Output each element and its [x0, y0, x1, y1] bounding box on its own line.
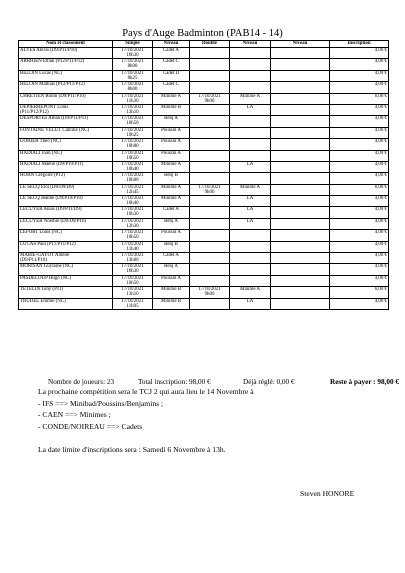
note-line: - IFS ==> Minibad/Poussins/Benjamins ;	[38, 398, 164, 408]
note-line: La date limite d'inscriptions sera : Samedi 6 Novembre à 13h.	[38, 444, 226, 454]
mixed-level	[271, 253, 330, 264]
double-slot	[190, 230, 230, 241]
simple-slot-line: 17/10/2021	[121, 150, 144, 156]
table-row	[19, 230, 389, 241]
simple-level: Poussin A	[153, 127, 190, 138]
simple-slot-line: 17/10/2021	[121, 275, 144, 281]
simple-slot-line: 13h00	[126, 258, 139, 264]
table-row	[19, 59, 389, 70]
player-name	[19, 59, 113, 70]
simple-level: Poussin A	[153, 139, 190, 150]
inscription-fee: 4,00 €	[330, 150, 389, 161]
simple-slot	[113, 298, 153, 309]
simple-slot-line: 10h30	[126, 53, 139, 58]
double-slot	[190, 275, 230, 286]
mixed-level	[271, 161, 330, 172]
simple-slot-line: 8h00	[127, 87, 138, 93]
double-slot	[190, 264, 230, 275]
table-row	[19, 82, 389, 93]
mixed-level	[271, 70, 330, 81]
player-name-line: LECUYER Anaïs (D9/P11/D9)	[20, 207, 82, 213]
simple-slot	[113, 82, 153, 93]
simple-slot	[113, 218, 153, 229]
simple-slot-line: 17/10/2021	[121, 70, 144, 76]
simple-slot	[113, 275, 153, 286]
double-slot	[190, 48, 230, 59]
table-row	[19, 264, 389, 275]
player-name	[19, 184, 113, 195]
player-name	[19, 207, 113, 218]
player-name-line: BELOIN Lucas (NC)	[20, 70, 63, 76]
simple-slot	[113, 139, 153, 150]
simple-slot-line: 10h50	[126, 280, 139, 286]
simple-slot	[113, 48, 153, 59]
simple-slot	[113, 287, 153, 298]
player-name	[19, 173, 113, 184]
double-slot-line: 17/10/2021	[198, 93, 221, 99]
player-name-line: MARIE-GAYOT Amélie	[20, 253, 70, 259]
inscription-fee: 4,00 €	[330, 127, 389, 138]
table-row	[19, 196, 389, 207]
simple-slot	[113, 241, 153, 252]
simple-slot-line: 17/10/2021	[121, 104, 144, 110]
note-line: - CAEN ==> Minimes ;	[38, 410, 111, 419]
player-name	[19, 161, 113, 172]
double-level	[230, 82, 271, 93]
double-slot	[190, 161, 230, 172]
simple-slot-line: 8h25	[127, 75, 138, 81]
player-name-line: LEFORT Louis (NC)	[20, 230, 62, 236]
player-name-line: MORISAN Guylaine (NC)	[20, 264, 73, 270]
player-name-line: CHRETIEN Robin (D9/P11/P10)	[20, 93, 86, 99]
note-line: La prochaine compétition sera le TCJ 2 qui aura lieu le 14 Novembre à	[38, 387, 254, 396]
player-name	[19, 298, 113, 309]
mixed-level	[271, 150, 330, 161]
mixed-level	[271, 207, 330, 218]
mixed-level	[271, 264, 330, 275]
simple-slot-line: 17/10/2021	[121, 82, 144, 88]
table-row	[19, 173, 389, 184]
simple-level: Cadet C	[153, 82, 190, 93]
double-level: Minime A	[230, 287, 271, 298]
simple-slot-line: 10h50	[126, 235, 139, 241]
inscription-fee: 6,00 €	[330, 287, 389, 298]
double-level	[230, 241, 271, 252]
inscription-fee: 4,00 €	[330, 116, 389, 127]
note-line	[38, 432, 388, 444]
mixed-level	[271, 48, 330, 59]
simple-slot-line: 17/10/2021	[121, 127, 144, 133]
player-name-line: LE SECQ Eloi (D8/D9/D9)	[20, 184, 75, 190]
simple-slot-line: 10h00	[126, 178, 139, 184]
player-name-line: (D9/P11/P10)	[20, 258, 47, 264]
player-name	[19, 127, 113, 138]
simple-slot-line: 10h50	[126, 121, 139, 127]
simple-slot-line: 11h40	[126, 246, 139, 252]
table-row	[19, 139, 389, 150]
table-row	[19, 93, 389, 104]
simple-slot-line: 17/10/2021	[121, 298, 144, 304]
mixed-level	[271, 173, 330, 184]
player-name	[19, 116, 113, 127]
double-level	[230, 59, 271, 70]
simple-level: Benj A	[153, 218, 190, 229]
double-level: LA	[230, 196, 271, 207]
simple-slot	[113, 70, 153, 81]
player-name	[19, 150, 113, 161]
inscription-fee: 4,00 €	[330, 230, 389, 241]
simple-level: Poussin A	[153, 150, 190, 161]
double-level	[230, 70, 271, 81]
player-name-line: BELOIN Mathias (P12/P11/P12)	[20, 82, 85, 88]
simple-level: Cadet C	[153, 59, 190, 70]
simple-slot-line: 10h40	[126, 201, 139, 207]
double-level: LA	[230, 104, 271, 115]
simple-slot-line: 17/10/2021	[121, 241, 144, 247]
simple-slot-line: 10h25	[126, 132, 139, 138]
simple-slot	[113, 59, 153, 70]
table-row	[19, 116, 389, 127]
double-level	[230, 253, 271, 264]
mixed-level	[271, 287, 330, 298]
simple-slot-line: 17/10/2021	[121, 93, 144, 99]
player-name-line: PASDELOUP Hugo (NC)	[20, 275, 71, 281]
simple-slot-line: 17/10/2021	[121, 287, 144, 293]
simple-slot-line: 8h00	[127, 64, 138, 70]
simple-slot	[113, 93, 153, 104]
mixed-level	[271, 218, 330, 229]
simple-slot	[113, 173, 153, 184]
double-level: LA	[230, 207, 271, 218]
player-name	[19, 104, 113, 115]
simple-slot-line: 17/10/2021	[121, 173, 144, 179]
player-name-line: (P11/P12/P12)	[20, 109, 49, 115]
double-level	[230, 264, 271, 275]
mixed-level	[271, 196, 330, 207]
simple-slot-line: 10h40	[126, 166, 139, 172]
table-row	[19, 241, 389, 252]
double-slot	[190, 59, 230, 70]
player-name-line: GOHIER Théo (NC)	[20, 139, 61, 145]
simple-level: Benj B	[153, 173, 190, 184]
simple-level: Cadet D	[153, 70, 190, 81]
double-slot	[190, 93, 230, 104]
table-body	[19, 48, 389, 310]
simple-level: Benj A	[153, 264, 190, 275]
simple-slot	[113, 196, 153, 207]
double-slot	[190, 82, 230, 93]
inscription-fee: 4,00 €	[330, 70, 389, 81]
simple-slot	[113, 184, 153, 195]
simple-level: Benj A	[153, 116, 190, 127]
mixed-level	[271, 298, 330, 309]
double-slot	[190, 150, 230, 161]
inscription-fee: 4,00 €	[330, 161, 389, 172]
player-name	[19, 218, 113, 229]
player-name	[19, 241, 113, 252]
table-row	[19, 150, 389, 161]
simple-slot-line: 10h00	[126, 144, 139, 150]
simple-slot-line: 17/10/2021	[121, 48, 144, 53]
simple-slot	[113, 116, 153, 127]
double-slot	[190, 104, 230, 115]
simple-slot	[113, 230, 153, 241]
player-name	[19, 82, 113, 93]
simple-slot	[113, 207, 153, 218]
simple-slot-line: 11h30	[126, 98, 139, 104]
simple-slot	[113, 161, 153, 172]
player-name-line: TRUDEL Emmie (NC)	[20, 298, 66, 304]
double-level	[230, 275, 271, 286]
table-row	[19, 207, 389, 218]
col-header-niveau-mixte: Niveau	[271, 41, 330, 48]
double-slot	[190, 127, 230, 138]
double-slot	[190, 116, 230, 127]
double-level	[230, 127, 271, 138]
player-name	[19, 230, 113, 241]
double-slot	[190, 298, 230, 309]
player-name-line: DESPORTES Alban (D9/P11/P11)	[20, 116, 89, 122]
simple-slot	[113, 264, 153, 275]
total-inscription: Total inscription: 98,00 €	[138, 378, 211, 386]
double-level: LA	[230, 298, 271, 309]
player-name	[19, 139, 113, 150]
double-slot-line: 9h00	[204, 189, 215, 195]
player-name-line: HADIALI Joan (NC)	[20, 150, 62, 156]
simple-slot-line: 17/10/2021	[121, 207, 144, 213]
mixed-level	[271, 104, 330, 115]
double-level: LA	[230, 218, 271, 229]
col-header-name: Nom et classement	[19, 41, 113, 48]
simple-slot-line: 17/10/2021	[121, 184, 144, 190]
table-row	[19, 218, 389, 229]
double-level: Minime A	[230, 184, 271, 195]
mixed-level	[271, 116, 330, 127]
mixed-level	[271, 127, 330, 138]
player-name-line: DEPIERREPONT Louis	[20, 104, 69, 110]
remaining-to-pay: Reste à payer : 98,00 €	[330, 378, 399, 386]
double-slot	[190, 218, 230, 229]
inscription-fee: 4,00 €	[330, 264, 389, 275]
inscription-fee: 4,00 €	[330, 275, 389, 286]
mixed-level	[271, 59, 330, 70]
mixed-level	[271, 230, 330, 241]
inscription-fee: 4,00 €	[330, 59, 389, 70]
simple-slot-line: 17/10/2021	[121, 230, 144, 236]
double-slot	[190, 184, 230, 195]
simple-slot-line: 12h30	[126, 223, 139, 229]
double-slot-line: 17/10/2021	[198, 184, 221, 190]
col-header-inscription: Inscription	[330, 41, 389, 48]
table-row	[19, 287, 389, 298]
table-row	[19, 184, 389, 195]
simple-slot-line: 12h45	[126, 189, 139, 195]
col-header-simple: Simple	[113, 41, 153, 48]
double-level	[230, 116, 271, 127]
player-name-line: ALVES Alexis (D9/P11/P10)	[20, 48, 78, 53]
mixed-level	[271, 275, 330, 286]
simple-level: Minime A	[153, 93, 190, 104]
table-row	[19, 70, 389, 81]
player-name-line: HOHN Grégoire (P12)	[20, 173, 65, 179]
double-slot	[190, 173, 230, 184]
player-name	[19, 93, 113, 104]
player-name-line: TETELIN Tony (P11)	[20, 287, 64, 293]
player-name	[19, 196, 113, 207]
double-slot	[190, 241, 230, 252]
simple-slot-line: 17/10/2021	[121, 196, 144, 202]
simple-level: Poussin A	[153, 230, 190, 241]
simple-slot-line: 17/10/2021	[121, 218, 144, 224]
col-header-niveau-simple: Niveau	[153, 41, 190, 48]
double-slot	[190, 253, 230, 264]
table-row	[19, 48, 389, 59]
inscription-fee: 4,00 €	[330, 298, 389, 309]
mixed-level	[271, 82, 330, 93]
table-row	[19, 275, 389, 286]
inscription-fee: 4,00 €	[330, 207, 389, 218]
player-name-line: FONTAINE VELUT Camille (NC)	[20, 127, 90, 133]
double-slot	[190, 207, 230, 218]
simple-slot-line: 17/10/2021	[121, 116, 144, 122]
inscription-fee: 6,00 €	[330, 93, 389, 104]
table-row	[19, 161, 389, 172]
simple-slot	[113, 253, 153, 264]
double-level	[230, 230, 271, 241]
mixed-level	[271, 241, 330, 252]
player-name	[19, 70, 113, 81]
mixed-level	[271, 93, 330, 104]
double-slot	[190, 70, 230, 81]
simple-level: Benj B	[153, 241, 190, 252]
player-name	[19, 253, 113, 264]
table-header-row	[19, 41, 389, 48]
inscription-fee: 4,00 €	[330, 48, 389, 59]
simple-slot-line: 10h50	[126, 155, 139, 161]
double-slot-line: 9h00	[204, 98, 215, 104]
simple-level: Minime A	[153, 196, 190, 207]
simple-slot-line: 17/10/2021	[121, 161, 144, 167]
player-name	[19, 264, 113, 275]
mixed-level	[271, 139, 330, 150]
double-level	[230, 173, 271, 184]
simple-level: Cadet A	[153, 253, 190, 264]
inscription-fee: 4,00 €	[330, 173, 389, 184]
simple-slot-line: 13h10	[126, 292, 139, 298]
player-name-line: LE SECQ Jeanne (D9/P10/P10)	[20, 196, 83, 202]
notes-block	[38, 386, 388, 455]
simple-slot-line: 17/10/2021	[121, 139, 144, 145]
table-row	[19, 104, 389, 115]
simple-slot-line: 10h30	[126, 269, 139, 275]
signature: Steven HONORE	[300, 489, 355, 498]
simple-level: Cadet A	[153, 48, 190, 59]
simple-slot-line: 10h30	[126, 212, 139, 218]
double-slot-line: 17/10/2021	[198, 287, 221, 293]
player-name	[19, 275, 113, 286]
simple-slot	[113, 150, 153, 161]
simple-slot-line: 13h10	[126, 109, 139, 115]
player-name-line: LUCAS Paul (P11/P11/P12)	[20, 241, 76, 247]
double-level: Minime A	[230, 93, 271, 104]
simple-level: Poussin A	[153, 275, 190, 286]
simple-slot-line: 17/10/2021	[121, 59, 144, 65]
inscription-fee: 6,00 €	[330, 184, 389, 195]
document-title: Pays d'Auge Badminton (PAB14 - 14)	[122, 28, 283, 39]
simple-slot-line: 17/10/2021	[121, 253, 144, 259]
double-level	[230, 139, 271, 150]
double-slot	[190, 287, 230, 298]
col-header-double: Double	[190, 41, 230, 48]
col-header-niveau-double: Niveau	[230, 41, 271, 48]
inscription-fee: 4,00 €	[330, 196, 389, 207]
simple-level: Minime B	[153, 104, 190, 115]
double-slot	[190, 196, 230, 207]
inscription-fee: 4,00 €	[330, 218, 389, 229]
simple-level: Minime B	[153, 298, 190, 309]
simple-slot	[113, 104, 153, 115]
simple-slot	[113, 127, 153, 138]
table-row	[19, 253, 389, 264]
double-level	[230, 150, 271, 161]
double-level: LA	[230, 161, 271, 172]
simple-slot-line: 11h05	[126, 303, 139, 309]
player-name	[19, 48, 113, 59]
mixed-level	[271, 184, 330, 195]
player-name-line: ARRHIEN Ethan (P12/P11/P12)	[20, 59, 85, 65]
note-line: - CONDE/NOIREAU ==> Cadets	[38, 421, 143, 431]
inscription-fee: 4,00 €	[330, 82, 389, 93]
simple-level: Minime B	[153, 287, 190, 298]
player-name-line: HADIALI Maelie (D9/P10/P11)	[20, 161, 84, 167]
simple-level: Cadet A	[153, 207, 190, 218]
player-count: Nombre de joueurs: 23	[48, 378, 115, 386]
already-paid: Déjà réglé: 0,00 €	[243, 378, 295, 386]
table-row	[19, 127, 389, 138]
player-name	[19, 287, 113, 298]
double-level	[230, 48, 271, 59]
inscription-fee: 4,00 €	[330, 104, 389, 115]
double-slot-line: 9h00	[204, 292, 215, 298]
double-slot	[190, 139, 230, 150]
inscription-fee: 4,00 €	[330, 253, 389, 264]
table-row	[19, 298, 389, 309]
player-name-line: LECUYER Noémie (D9/D9/P10)	[20, 218, 87, 224]
simple-level: Minime A	[153, 161, 190, 172]
simple-slot-line: 17/10/2021	[121, 264, 144, 270]
inscription-fee: 4,00 €	[330, 139, 389, 150]
simple-level: Minime A	[153, 184, 190, 195]
inscription-fee: 4,00 €	[330, 241, 389, 252]
registration-table	[18, 40, 389, 310]
